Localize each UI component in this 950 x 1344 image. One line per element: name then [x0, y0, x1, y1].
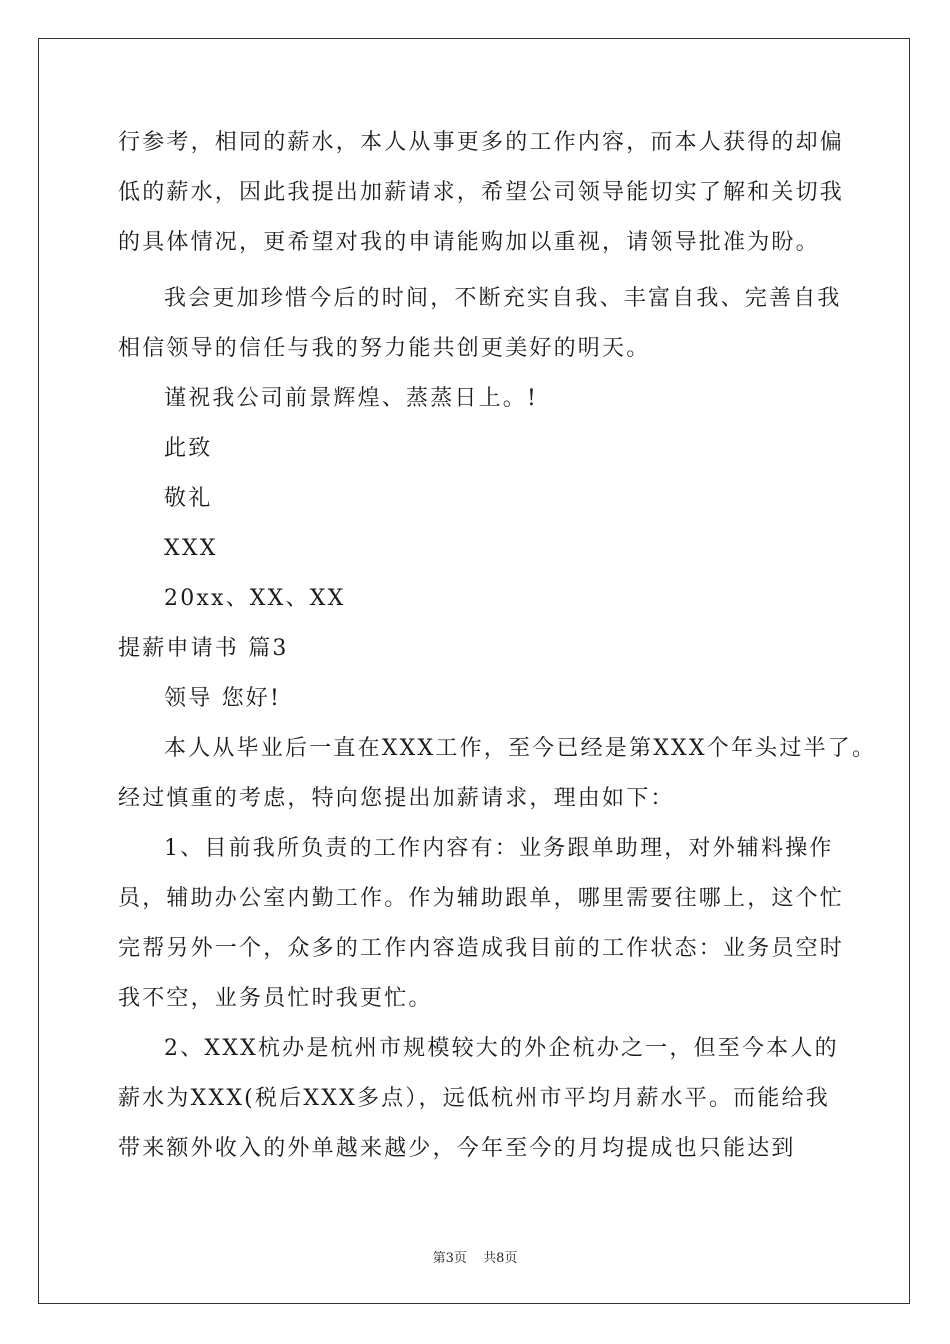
text-line: 我会更加珍惜今后的时间，不断充实自我、丰富自我、完善自我 — [164, 286, 842, 311]
text-line: 的具体情况，更希望对我的申请能购加以重视，请领导批准为盼。 — [118, 230, 820, 255]
text-line: 低的薪水，因此我提出加薪请求，希望公司领导能切实了解和关切我 — [118, 180, 845, 205]
page-number: 第3页 — [432, 1251, 467, 1266]
text-line: 薪水为XXX(税后XXX多点），远低杭州市平均月薪水平。而能给我 — [118, 1086, 830, 1111]
text-line: 经过慎重的考虑，特向您提出加薪请求，理由如下： — [118, 786, 675, 811]
page-footer — [0, 1247, 950, 1266]
text-line: 带来额外收入的外单越来越少，今年至今的月均提成也只能达到 — [118, 1136, 796, 1161]
text-line: 我不空，业务员忙时我更忙。 — [118, 986, 433, 1011]
closing-salutation: 此致 — [164, 436, 213, 461]
text-line: 本人从毕业后一直在XXX工作，至今已经是第XXX个年头过半了。 — [164, 736, 877, 761]
text-line: 谨祝我公司前景辉煌、蒸蒸日上。! — [164, 386, 539, 411]
text-line: 2、XXX杭办是杭州市规模较大的外企杭办之一，但至今本人的 — [164, 1036, 839, 1061]
text-line: 行参考，相同的薪水，本人从事更多的工作内容，而本人获得的却偏 — [118, 130, 845, 155]
text-line: 1、目前我所负责的工作内容有：业务跟单助理，对外辅料操作 — [164, 836, 834, 861]
text-line: 相信领导的信任与我的努力能共创更美好的明天。 — [118, 336, 651, 361]
greeting: 领导 您好! — [164, 686, 282, 711]
page-total: 共8页 — [483, 1251, 518, 1266]
signature-date: 20xx、XX、XX — [164, 586, 346, 611]
text-line: 完帮另外一个，众多的工作内容造成我目前的工作状态：业务员空时 — [118, 936, 845, 961]
signature-name: XXX — [164, 536, 218, 561]
closing-regards: 敬礼 — [164, 486, 213, 511]
text-line: 员，辅助办公室内勤工作。作为辅助跟单，哪里需要往哪上，这个忙 — [118, 886, 845, 911]
section-heading: 提薪申请书 篇3 — [118, 636, 289, 661]
